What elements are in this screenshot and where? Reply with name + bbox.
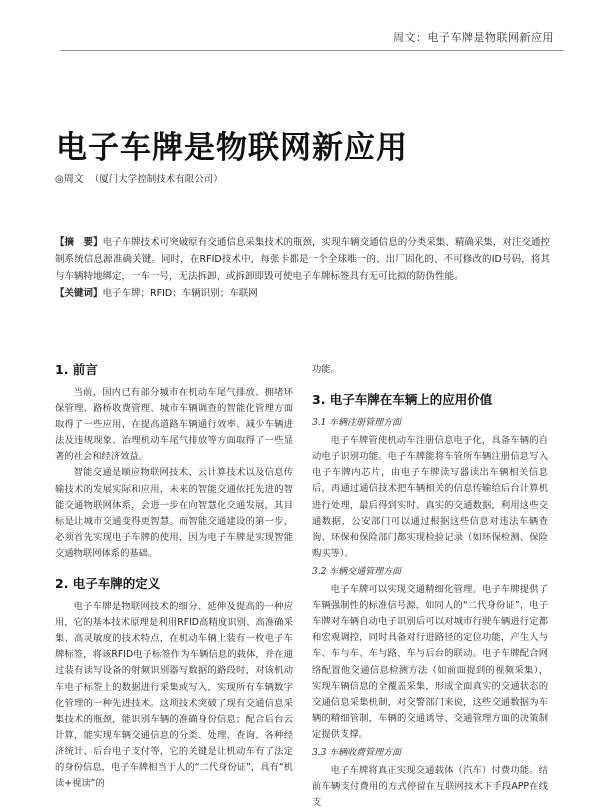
abstract-paragraph xyxy=(55,234,550,285)
left-column xyxy=(55,362,293,792)
subsection-3-3-paragraph: 电子车牌将真正实现交通载体（汽车）付费功能。结前车辆支付费用的方式停留在互联网技术下手段APP在线支 xyxy=(312,765,548,809)
author-affiliation: （厦门大学控制技术有限公司） xyxy=(89,174,223,185)
subsection-3-1-heading: 3.1 车辆注册管理方面 xyxy=(312,418,402,429)
abstract-label: 【摘 要】 xyxy=(55,237,103,248)
continued-text: 功能。 xyxy=(312,364,340,375)
article-title: 电子车牌是物联网新应用 xyxy=(56,130,408,166)
keywords-text: 电子车牌；RFID；车辆识别；车联网 xyxy=(102,288,258,299)
abstract-block xyxy=(55,234,550,302)
subsection-3-1-paragraph: 电子车牌管使机动车注册信息电子化，具备车辆的自动电子识别功能。电子车牌能将车管所车辆注册信息写入电子车牌内芯片，由电子车牌读写器读出车辆相关信息后，再通过通信技术把车辆相关的信息传输给后台计算机进行处理，最后得到实时、真实的交通数据，利用这些交通数据，公安部门可以通过根据这些信息对违法车辆查询、环保和保险部门都实现检验记录（如环保检测、保险购买等）。 xyxy=(312,435,548,559)
section-2-paragraph-1: 电子车牌是物联网技术的细分、延伸及提高的一种应用，它的基本技术原理是利用RFID高精度识别、高准确采集、高灵敏度的技术特点，在机动车辆上装有一枚电子车牌标签，将该RFID电子标签作为车辆信息的载体，并在通过装有读写设备的射频识别器写数据的路段时，对该机动车电子标签上的数据进行采集或写入，实现所有车辆数字化管理的一种先进技术。这项技术突破了现有交通信息采集技术的瓶颈，能识别车辆的准确身份信息；配合后台云计算，能实现车辆交通信息的分类、处理、查询、各种经济统计、后台电子支付等，它的关键是让机动车有了法定的身份信息，电子车牌相当于人的“二代身份证”，具有“机读+视读”的 xyxy=(55,601,293,790)
subsection-3-2-paragraph: 电子车牌可以实现交通精细化管理。电子车牌提供了车辆强制性的标准信号源，如同人的“二代身份证”，电子车牌对车辆自动电子识别后可以对城市行驶车辆进行定都和宏观调控，同时具备对行进路径的定位功能，产生人与车、车与车、车与路、车与后台的联动。电子车牌配合网络配置他交通信息检测方法（如前面提到的视频采集），实现车辆信息的全覆盖采集，形成全面真实的交通状态的交通信息采集机制，对交警部门来说，这些交通数据为车辆的精细管制，车辆的交通诱导、交通管理方面的决策制定提供支撑。 xyxy=(312,584,548,740)
section-2-heading: 2. 电子车牌的定义 xyxy=(55,576,161,592)
running-header xyxy=(0,0,600,60)
abstract-text: 电子车牌技术可突破原有交通信息采集技术的瓶颈，实现车辆交通信息的分类采集、精确采集，对注交通控制系统信息源准确关键。同时，在RFID技术中，每张卡都是一个全球唯一的、出厂固化的、不可修改的ID号码，将其与车辆特地绑定，一车一号，无法拆卸、或拆卸即毁可使电子车牌标签具有无可比拟的防伪性能。 xyxy=(55,237,550,282)
author-line xyxy=(55,170,223,185)
section-1-paragraph-1: 当前，国内已有部分城市在机动车尾气排放、拥堵环保管理、路桥收费管理、城市车辆调查的智能化管理方面取得了一些应用，在提高道路车辆通行效率、减少车辆进法及违规现象、治理机动车尾气排放等方面取得了一些显著的社会和经济效益。 xyxy=(55,387,293,463)
keywords-label: 【关键词】 xyxy=(55,288,103,299)
right-column xyxy=(312,362,548,811)
keywords-paragraph xyxy=(55,285,550,302)
subsection-3-2-heading: 3.2 车辆交通管理方面 xyxy=(312,566,402,577)
section-1-paragraph-2: 智能交通是顺应物联网技术、云计算技术以及信息传输技术的发展实际和应用，未来的智能交通依托先进的智能交通物联网体系，会进一步在向智慧化交通发展，其目标是让城市交通变得更智慧。而智能交通建设的第一步，必须首先实现电子车牌的使用，因为电子车牌是实现智能交通物联网体系的基础。 xyxy=(55,467,293,559)
author-name: ◎周文 xyxy=(55,174,84,185)
subsection-3-3-heading: 3.3 车辆收费管理方面 xyxy=(312,747,402,758)
section-3-heading: 3. 电子车牌在车辆上的应用价值 xyxy=(312,392,493,408)
running-title: 周文：电子车牌是物联网新应用 xyxy=(393,31,554,44)
header-rule xyxy=(60,50,564,51)
section-1-heading: 1. 前言 xyxy=(55,362,98,377)
